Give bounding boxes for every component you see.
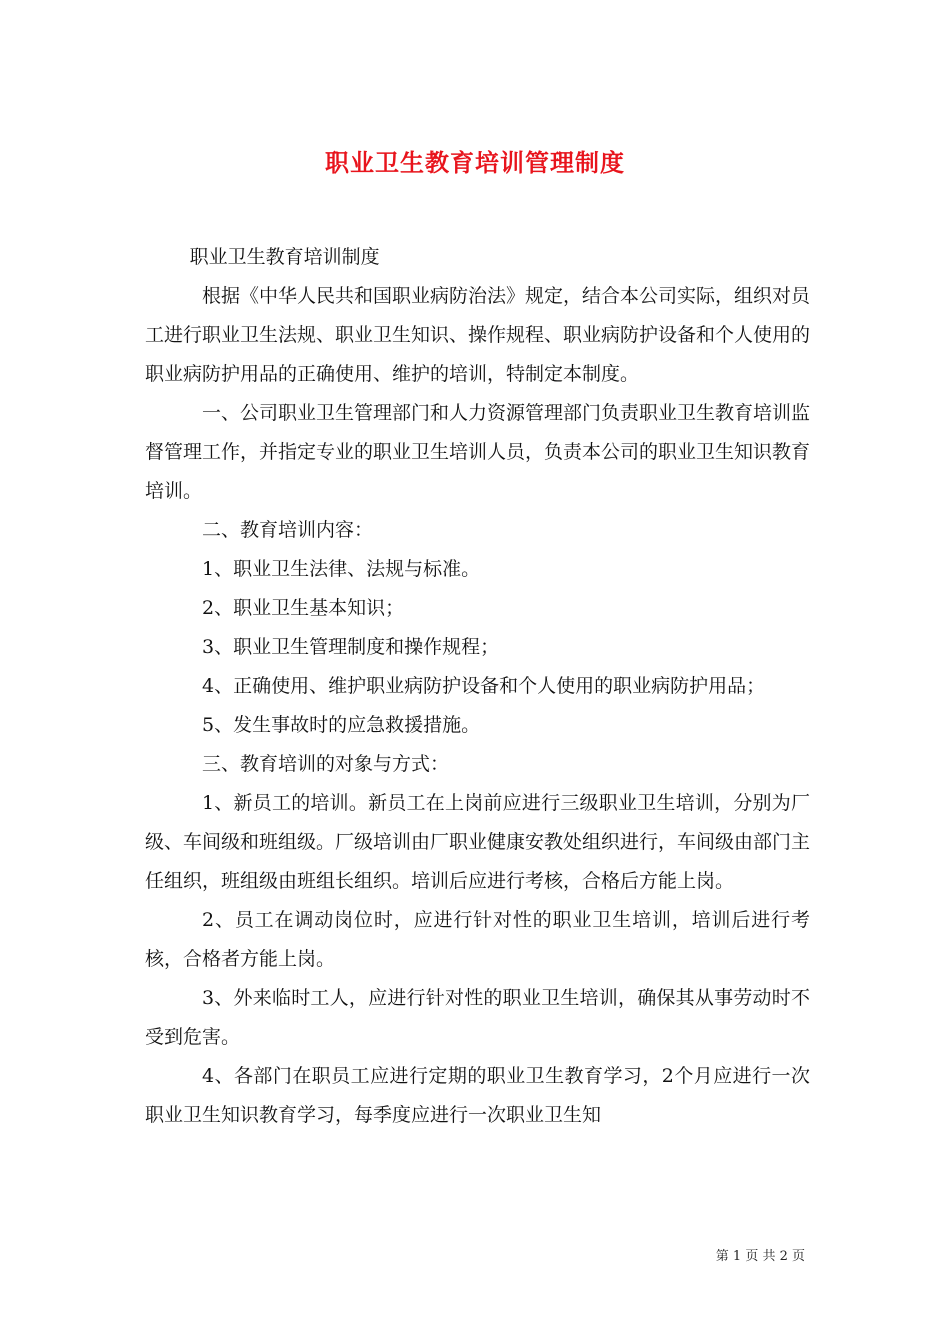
list-item: 1、职业卫生法律、法规与标准。	[202, 558, 481, 580]
list-item: 2、职业卫生基本知识；	[202, 597, 405, 619]
paragraph: 二、教育培训内容：	[202, 519, 374, 541]
list-item: 1、新员工的培训。新员工在上岗前应进行三级职业卫生培训，分别为厂级、车间级和班组级。厂级培训由厂职业健康安教处组织进行，车间级由部门主任组织，班组级由班组长组织。培训后应进行考核，合格后方能上岗。	[145, 792, 811, 892]
document-body	[145, 238, 810, 1135]
paragraph: 三、教育培训的对象与方式：	[202, 753, 450, 775]
list-item: 4、各部门在职员工应进行定期的职业卫生教育学习，2个月应进行一次职业卫生知识教育学习，每季度应进行一次职业卫生知	[145, 1065, 810, 1126]
list-item: 4、正确使用、维护职业病防护设备和个人使用的职业病防护用品；	[202, 675, 766, 697]
paragraph: 根据《中华人民共和国职业病防治法》规定，结合本公司实际，组织对员工进行职业卫生法规、职业卫生知识、操作规程、职业病防护设备和个人使用的职业病防护用品的正确使用、维护的培训，特制定本制度。	[145, 285, 811, 385]
list-item: 5、发生事故时的应急救援措施。	[202, 714, 481, 736]
page-number: 第 1 页 共 2 页	[715, 1249, 805, 1264]
paragraph: 一、公司职业卫生管理部门和人力资源管理部门负责职业卫生教育培训监督管理工作，并指定专业的职业卫生培训人员，负责本公司的职业卫生知识教育培训。	[145, 402, 811, 502]
page-title: 职业卫生教育培训管理制度	[325, 148, 625, 178]
list-item: 3、外来临时工人，应进行针对性的职业卫生培训，确保其从事劳动时不受到危害。	[145, 987, 810, 1048]
list-item: 3、职业卫生管理制度和操作规程；	[202, 636, 500, 658]
section-heading: 职业卫生教育培训制度	[189, 246, 380, 268]
list-item: 2、员工在调动岗位时，应进行针对性的职业卫生培训，培训后进行考核，合格者方能上岗。	[145, 909, 810, 970]
